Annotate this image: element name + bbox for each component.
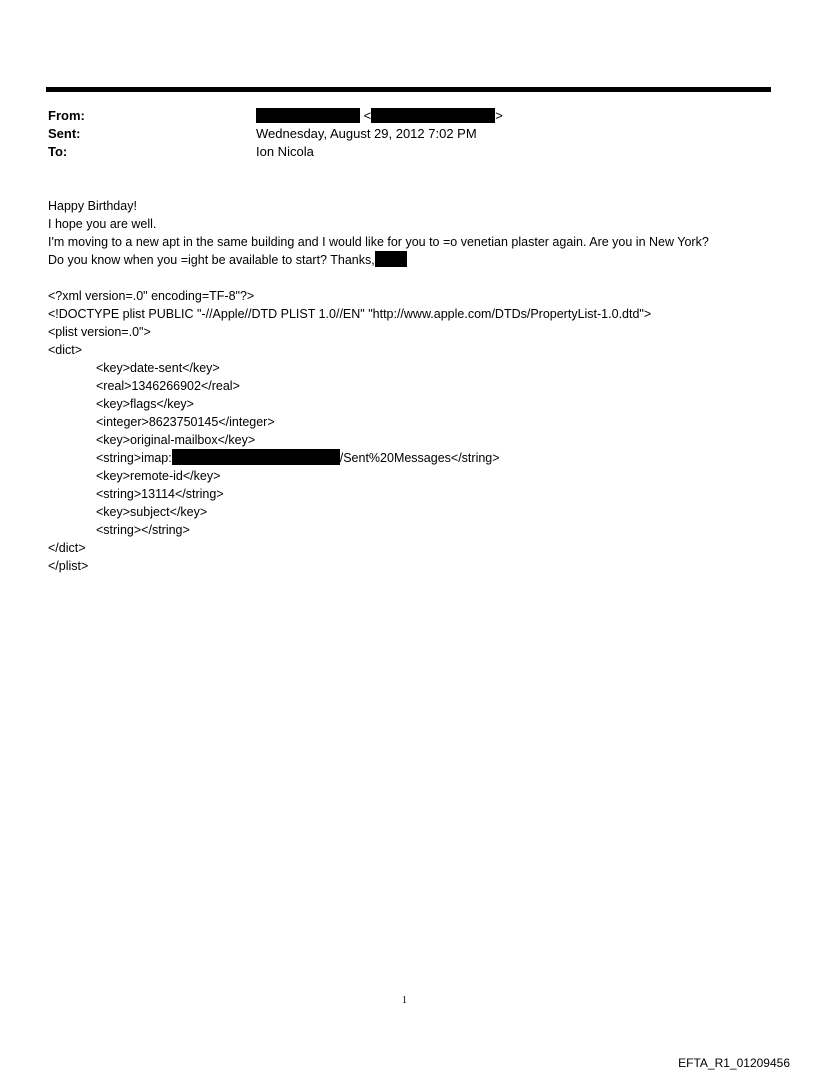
subject-value: <string></string> xyxy=(96,523,190,537)
key-date-sent: <key>date-sent</key> xyxy=(96,361,220,375)
header-rule xyxy=(46,87,771,92)
body-line-4-text: Do you know when you =ight be available to start? Thanks, xyxy=(48,253,375,267)
string-imap-prefix: <string>imap: xyxy=(96,451,172,465)
sent-label: Sent: xyxy=(48,126,81,141)
dict-open: <dict> xyxy=(48,343,83,357)
body-line-1: Happy Birthday! xyxy=(48,199,137,213)
remote-id-value: <string>13114</string> xyxy=(96,487,224,501)
from-lt: < xyxy=(363,108,372,123)
from-value xyxy=(256,107,503,125)
real-value: <real>1346266902</real> xyxy=(96,379,240,393)
from-gt: > xyxy=(495,108,503,123)
integer-value: <integer>8623750145</integer> xyxy=(96,415,275,429)
plist-close: </plist> xyxy=(48,559,89,573)
plist-open: <plist version=.0"> xyxy=(48,325,151,339)
body-line-4 xyxy=(48,251,407,269)
from-label: From: xyxy=(48,108,85,123)
document-id: EFTA_R1_01209456 xyxy=(678,1056,790,1070)
body-line-3: I'm moving to a new apt in the same building and I would like for you to =o venetian plaster again. Are you in New York? xyxy=(48,235,709,249)
redacted-imap-address xyxy=(172,449,340,465)
redacted-sender-name xyxy=(256,108,360,123)
key-remote-id: <key>remote-id</key> xyxy=(96,469,221,483)
key-flags: <key>flags</key> xyxy=(96,397,194,411)
sent-value: Wednesday, August 29, 2012 7:02 PM xyxy=(256,126,477,141)
to-value: Ion Nicola xyxy=(256,144,314,159)
redacted-sender-email xyxy=(371,108,495,123)
xml-declaration: <?xml version=.0" encoding=TF-8"?> xyxy=(48,289,255,303)
redacted-signature xyxy=(375,251,407,267)
page-number: 1 xyxy=(402,995,407,1006)
string-imap-suffix: /Sent%20Messages</string> xyxy=(339,451,500,465)
dict-close: </dict> xyxy=(48,541,86,555)
string-imap xyxy=(96,449,500,467)
to-label: To: xyxy=(48,144,68,159)
key-subject: <key>subject</key> xyxy=(96,505,208,519)
key-original-mailbox: <key>original-mailbox</key> xyxy=(96,433,256,447)
doctype-line: <!DOCTYPE plist PUBLIC "-//Apple//DTD PLIST 1.0//EN" "http://www.apple.com/DTDs/PropertyList-1.0.dtd"> xyxy=(48,307,652,321)
body-line-2: I hope you are well. xyxy=(48,217,157,231)
